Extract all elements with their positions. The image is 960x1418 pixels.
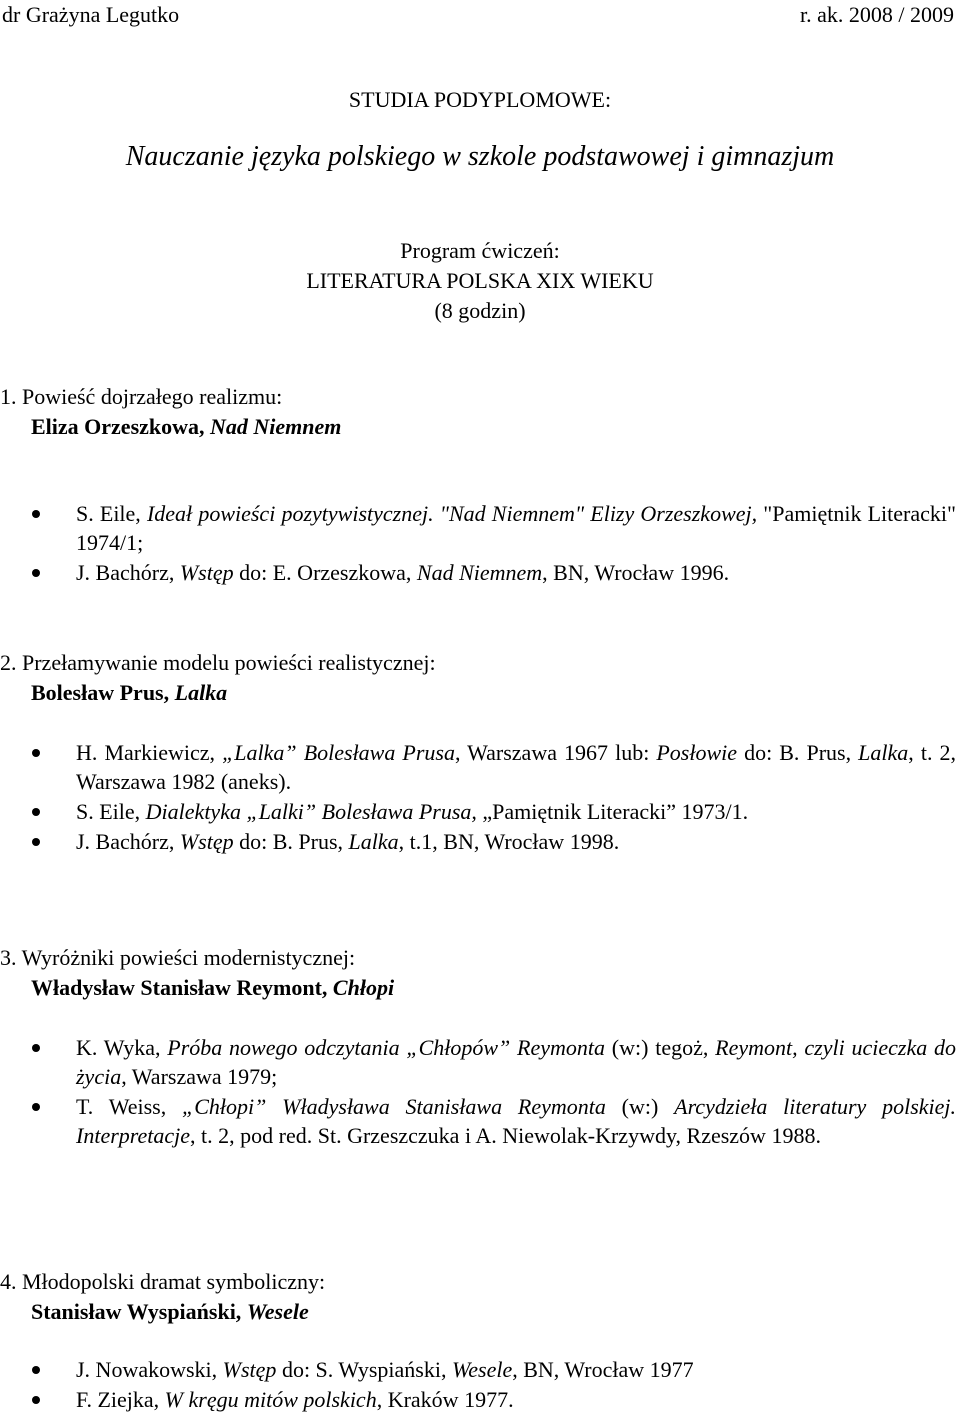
bib-title: „Chłopi” Władysława Stanisława Reymonta — [182, 1094, 606, 1119]
bib-details: , Warszawa 1979; — [121, 1064, 278, 1089]
bib-details: , Warszawa 1967 lub: — [454, 740, 657, 765]
bullet-icon — [32, 838, 40, 846]
work-title: Chłopi — [332, 975, 395, 1000]
section-1 — [0, 382, 960, 442]
bib-title: Wstęp — [179, 829, 234, 854]
bib-author: S. Eile, — [76, 799, 146, 824]
bib-title: Lalka — [858, 740, 909, 765]
bib-author: J. Bachórz, — [76, 829, 180, 854]
bib-details: , Kraków 1977. — [376, 1387, 514, 1412]
bibliography-item — [76, 1092, 956, 1150]
bib-details: , BN, Wrocław 1996. — [542, 560, 730, 585]
bib-author: J. Nowakowski, — [76, 1357, 223, 1382]
bib-details: do: S. Wyspiański, — [276, 1357, 452, 1382]
section-heading: 1. Powieść dojrzałego realizmu: — [0, 384, 283, 409]
bib-title: Próba nowego odczytania „Chłopów” Reymonta — [167, 1035, 606, 1060]
bib-title: Ideał powieści pozytywistycznej. "Nad Niemnem" Elizy Orzeszkowej, — [146, 501, 758, 526]
section-4 — [0, 1267, 960, 1327]
section-author — [0, 412, 960, 442]
bullet-icon — [32, 808, 40, 816]
author-name: Władysław Stanisław Reymont, — [31, 975, 333, 1000]
bib-details: do: B. Prus, — [233, 829, 349, 854]
bib-details: (w:) — [605, 1094, 675, 1119]
studies-title: STUDIA PODYPLOMOWE: — [348, 87, 612, 112]
bib-title: Wstęp — [179, 560, 234, 585]
bib-author: J. Bachórz, — [76, 560, 180, 585]
bibliography-list-4 — [76, 1355, 956, 1415]
author-name: Eliza Orzeszkowa, — [31, 414, 211, 439]
bibliography-item — [76, 499, 956, 557]
author-name: Bolesław Prus, — [31, 680, 175, 705]
bib-title: W kręgu mitów polskich — [164, 1387, 377, 1412]
author-name: Stanisław Wyspiański, — [31, 1299, 247, 1324]
bib-details: do: B. Prus, — [737, 740, 859, 765]
bib-details: , t. 2, pod red. St. Grzeszczuka i A. Niewolak-Krzywdy, Rzeszów 1988. — [190, 1123, 821, 1148]
bibliography-list-1 — [76, 499, 956, 588]
bib-author: F. Ziejka, — [76, 1387, 165, 1412]
bib-title: Wesele — [451, 1357, 513, 1382]
course-title: Nauczanie języka polskiego w szkole podstawowej i gimnazjum — [125, 141, 835, 172]
bib-details: , t. 2, Warszawa 1982 (aneks). — [76, 740, 956, 794]
page-header — [2, 0, 954, 30]
work-title: Lalka — [174, 680, 228, 705]
bib-title: Nad Niemnem — [416, 560, 543, 585]
bib-details: "Pamiętnik Literacki" 1974/1; — [76, 501, 956, 555]
bibliography-list-3 — [76, 1033, 956, 1151]
bibliography-item — [76, 1355, 956, 1384]
bib-details: , BN, Wrocław 1977 — [512, 1357, 694, 1382]
bullet-icon — [32, 1366, 40, 1374]
program-hours: (8 godzin) — [434, 298, 526, 323]
section-heading: 3. Wyróżniki powieści modernistycznej: — [0, 945, 356, 970]
bullet-icon — [32, 1103, 40, 1111]
bullet-icon — [32, 1396, 40, 1404]
bib-details: , t.1, BN, Wrocław 1998. — [398, 829, 620, 854]
bibliography-item — [76, 1385, 956, 1414]
bib-details: do: E. Orzeszkowa, — [233, 560, 417, 585]
program-subject: LITERATURA POLSKA XIX WIEKU — [306, 268, 654, 293]
work-title: Nad Niemnem — [210, 414, 342, 439]
header-academic-year: r. ak. 2008 / 2009 — [800, 2, 954, 27]
bullet-icon — [32, 1044, 40, 1052]
section-author — [0, 973, 960, 1003]
bib-title: Posłowie — [656, 740, 738, 765]
section-author — [0, 678, 960, 708]
section-heading: 4. Młodopolski dramat symboliczny: — [0, 1269, 326, 1294]
bib-title: „Lalka” Bolesława Prusa — [222, 740, 455, 765]
program-label: Program ćwiczeń: — [400, 238, 560, 263]
bib-title: Dialektyka „Lalki” Bolesława Prusa, — [145, 799, 477, 824]
bibliography-item — [76, 738, 956, 796]
bib-author: H. Markiewicz, — [76, 740, 223, 765]
section-author — [0, 1297, 960, 1327]
work-title: Wesele — [246, 1299, 309, 1324]
bib-title: Wstęp — [222, 1357, 277, 1382]
bibliography-item — [76, 558, 956, 587]
bib-author: T. Weiss, — [76, 1094, 183, 1119]
section-3 — [0, 943, 960, 1003]
bib-title: Lalka — [348, 829, 399, 854]
bullet-icon — [32, 510, 40, 518]
bibliography-list-2 — [76, 738, 956, 857]
bullet-icon — [32, 749, 40, 757]
bibliography-item — [76, 1033, 956, 1091]
bib-title: Arcydzieła literatury polskiej. Interpretacje — [76, 1094, 957, 1148]
section-2 — [0, 648, 960, 708]
bibliography-item — [76, 797, 956, 826]
bib-details: (w:) tegoż, — [605, 1035, 716, 1060]
bullet-icon — [32, 569, 40, 577]
bibliography-item — [76, 827, 956, 856]
bib-details: „Pamiętnik Literacki” 1973/1. — [476, 799, 749, 824]
bib-author: K. Wyka, — [76, 1035, 168, 1060]
bib-title: Reymont, czyli ucieczka do życia — [76, 1035, 957, 1089]
bib-author: S. Eile, — [76, 501, 147, 526]
header-author: dr Grażyna Legutko — [2, 2, 180, 27]
section-heading: 2. Przełamywanie modelu powieści realistycznej: — [0, 650, 436, 675]
